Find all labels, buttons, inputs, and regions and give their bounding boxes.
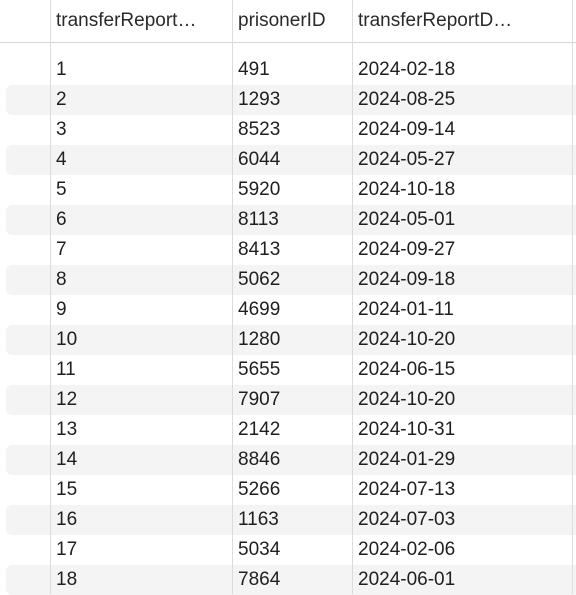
table-row[interactable] bbox=[0, 505, 576, 535]
cell-transfer-report-date[interactable]: 2024-10-20 bbox=[358, 329, 456, 350]
column-divider[interactable] bbox=[572, 0, 573, 594]
cell-transfer-report-date[interactable]: 2024-10-20 bbox=[358, 389, 456, 410]
cell-prisoner-id[interactable]: 8113 bbox=[238, 209, 279, 230]
cell-transfer-report-date[interactable]: 2024-05-27 bbox=[358, 149, 456, 170]
cell-prisoner-id[interactable]: 4699 bbox=[238, 299, 281, 320]
table-row[interactable] bbox=[0, 565, 576, 595]
cell-transfer-report-date[interactable]: 2024-06-15 bbox=[358, 359, 456, 380]
cell-transfer-report-date[interactable]: 2024-09-27 bbox=[358, 239, 456, 260]
cell-transfer-report-id[interactable]: 10 bbox=[56, 329, 78, 350]
cell-prisoner-id[interactable]: 5266 bbox=[238, 479, 281, 500]
column-header-prisoner-id[interactable]: prisonerID bbox=[238, 10, 326, 31]
cell-transfer-report-date[interactable]: 2024-02-18 bbox=[358, 59, 456, 80]
cell-transfer-report-date[interactable]: 2024-09-18 bbox=[358, 269, 456, 290]
cell-prisoner-id[interactable]: 5034 bbox=[238, 539, 281, 560]
cell-transfer-report-date[interactable]: 2024-02-06 bbox=[358, 539, 456, 560]
table-row[interactable] bbox=[0, 85, 576, 115]
cell-transfer-report-id[interactable]: 4 bbox=[56, 149, 67, 170]
cell-prisoner-id[interactable]: 5655 bbox=[238, 359, 281, 380]
table-row[interactable] bbox=[0, 115, 576, 145]
table-row[interactable] bbox=[0, 325, 576, 355]
table-row[interactable] bbox=[0, 355, 576, 385]
column-header-transfer-report-date[interactable]: transferReportD… bbox=[358, 10, 513, 31]
table-row[interactable] bbox=[0, 445, 576, 475]
cell-transfer-report-id[interactable]: 18 bbox=[56, 569, 78, 590]
cell-transfer-report-id[interactable]: 16 bbox=[56, 509, 78, 530]
cell-transfer-report-date[interactable]: 2024-08-25 bbox=[358, 89, 456, 110]
cell-transfer-report-date[interactable]: 2024-01-11 bbox=[358, 299, 454, 320]
cell-transfer-report-id[interactable]: 17 bbox=[56, 539, 78, 560]
cell-transfer-report-id[interactable]: 6 bbox=[56, 209, 67, 230]
table-row[interactable] bbox=[0, 175, 576, 205]
column-divider[interactable] bbox=[352, 0, 353, 594]
cell-transfer-report-id[interactable]: 14 bbox=[56, 449, 78, 470]
table-row[interactable] bbox=[0, 205, 576, 235]
cell-transfer-report-id[interactable]: 12 bbox=[56, 389, 78, 410]
cell-transfer-report-date[interactable]: 2024-10-18 bbox=[358, 179, 456, 200]
cell-transfer-report-date[interactable]: 2024-10-31 bbox=[358, 419, 456, 440]
cell-prisoner-id[interactable]: 5062 bbox=[238, 269, 281, 290]
cell-transfer-report-id[interactable]: 11 bbox=[56, 359, 76, 380]
cell-transfer-report-date[interactable]: 2024-09-14 bbox=[358, 119, 456, 140]
cell-transfer-report-id[interactable]: 15 bbox=[56, 479, 78, 500]
cell-prisoner-id[interactable]: 7864 bbox=[238, 569, 281, 590]
cell-transfer-report-id[interactable]: 13 bbox=[56, 419, 78, 440]
cell-transfer-report-id[interactable]: 5 bbox=[56, 179, 67, 200]
cell-transfer-report-id[interactable]: 9 bbox=[56, 299, 67, 320]
cell-transfer-report-id[interactable]: 8 bbox=[56, 269, 67, 290]
table-row[interactable] bbox=[0, 295, 576, 325]
cell-prisoner-id[interactable]: 2142 bbox=[238, 419, 281, 440]
cell-transfer-report-date[interactable]: 2024-06-01 bbox=[358, 569, 456, 590]
cell-transfer-report-date[interactable]: 2024-07-13 bbox=[358, 479, 456, 500]
column-header-transfer-report-id[interactable]: transferReport… bbox=[56, 10, 197, 31]
cell-prisoner-id[interactable]: 6044 bbox=[238, 149, 281, 170]
cell-prisoner-id[interactable]: 8846 bbox=[238, 449, 281, 470]
cell-prisoner-id[interactable]: 5920 bbox=[238, 179, 281, 200]
table-header bbox=[0, 0, 576, 43]
cell-transfer-report-date[interactable]: 2024-07-03 bbox=[358, 509, 456, 530]
column-divider[interactable] bbox=[50, 0, 51, 594]
cell-prisoner-id[interactable]: 8523 bbox=[238, 119, 281, 140]
table-row[interactable] bbox=[0, 145, 576, 175]
table-row[interactable] bbox=[0, 475, 576, 505]
table-row[interactable] bbox=[0, 55, 576, 85]
cell-prisoner-id[interactable]: 1293 bbox=[238, 89, 281, 110]
table-row[interactable] bbox=[0, 265, 576, 295]
table-row[interactable] bbox=[0, 415, 576, 445]
cell-transfer-report-date[interactable]: 2024-01-29 bbox=[358, 449, 456, 470]
cell-prisoner-id[interactable]: 7907 bbox=[238, 389, 281, 410]
table-row[interactable] bbox=[0, 535, 576, 565]
cell-prisoner-id[interactable]: 491 bbox=[238, 59, 270, 80]
cell-transfer-report-date[interactable]: 2024-05-01 bbox=[358, 209, 456, 230]
table-row[interactable] bbox=[0, 385, 576, 415]
table-row[interactable] bbox=[0, 235, 576, 265]
cell-prisoner-id[interactable]: 8413 bbox=[238, 239, 281, 260]
cell-transfer-report-id[interactable]: 2 bbox=[56, 89, 67, 110]
column-divider[interactable] bbox=[232, 0, 233, 594]
cell-prisoner-id[interactable]: 1280 bbox=[238, 329, 281, 350]
cell-prisoner-id[interactable]: 1163 bbox=[238, 509, 279, 530]
cell-transfer-report-id[interactable]: 1 bbox=[56, 59, 67, 80]
cell-transfer-report-id[interactable]: 3 bbox=[56, 119, 67, 140]
cell-transfer-report-id[interactable]: 7 bbox=[56, 239, 67, 260]
